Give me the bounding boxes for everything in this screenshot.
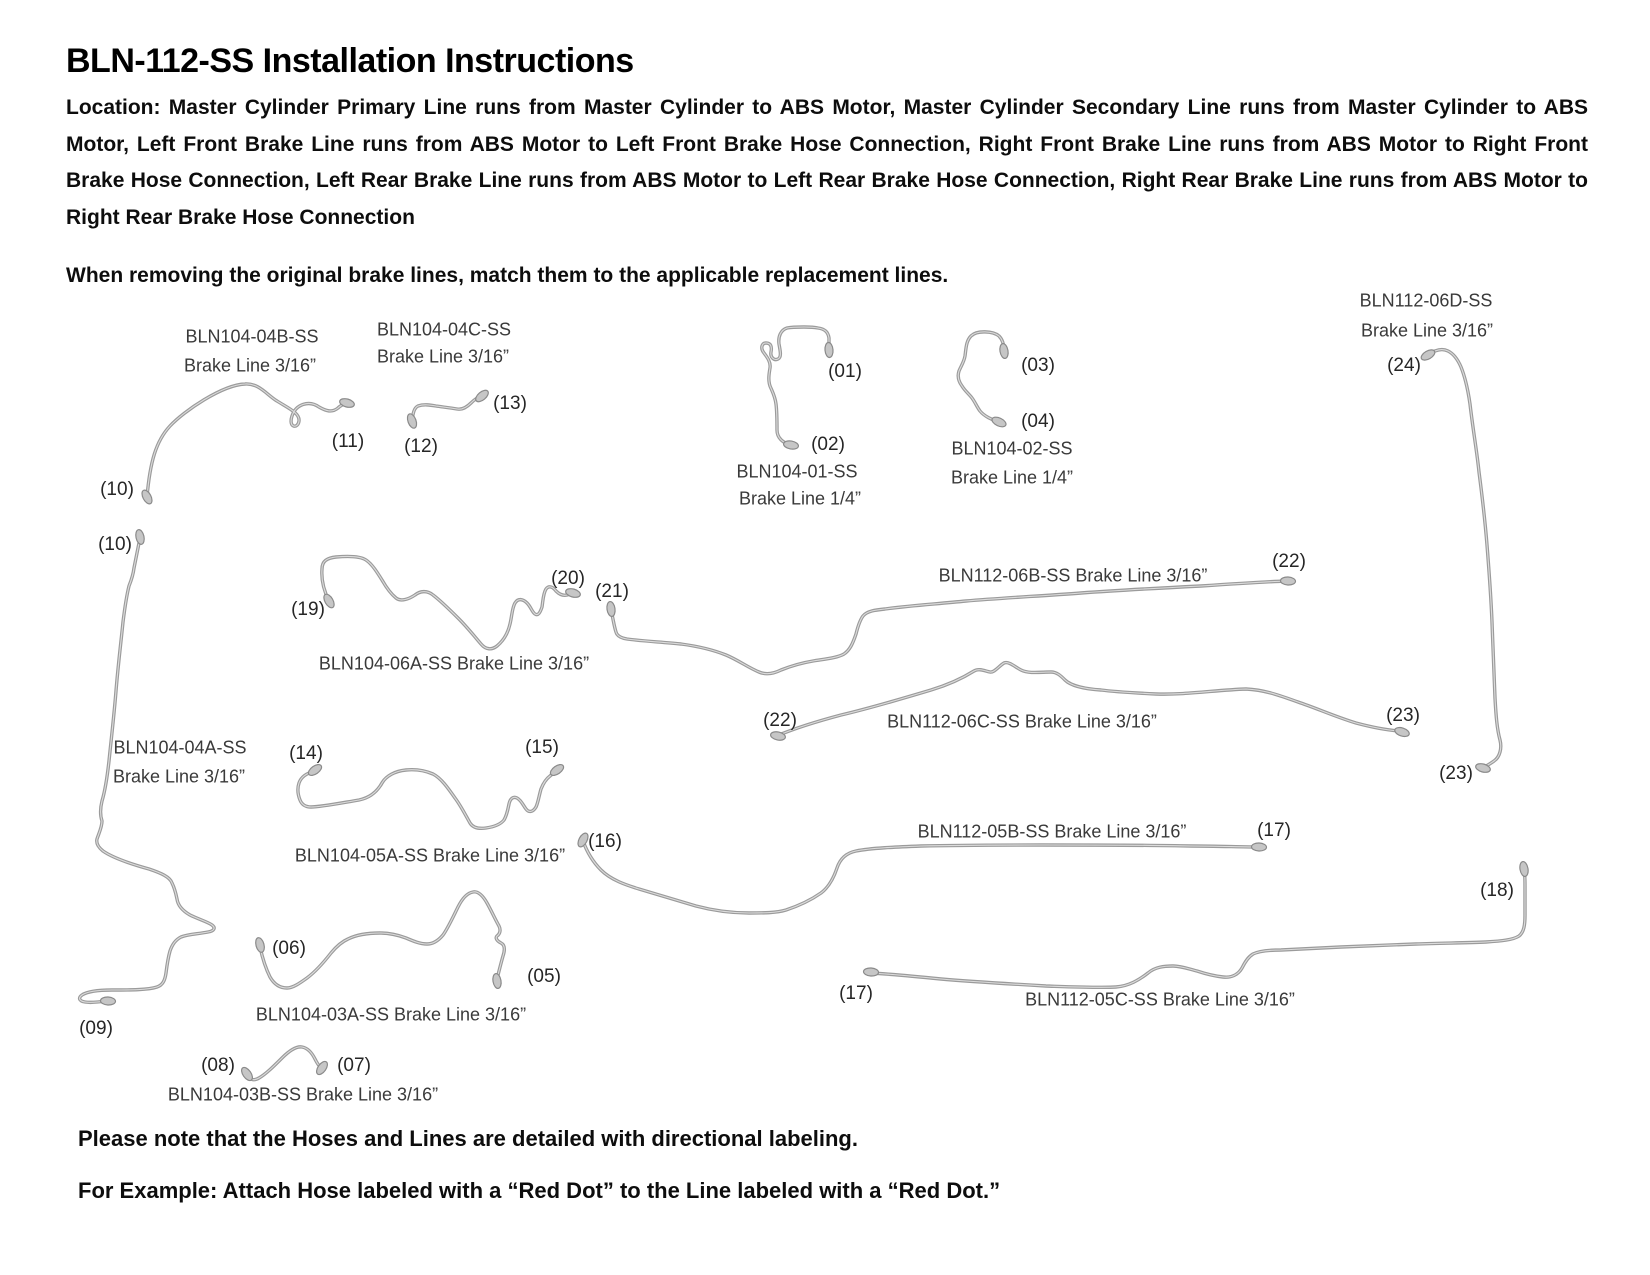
callout-number: (13): [493, 393, 527, 414]
callout-number: (15): [525, 737, 559, 758]
part-label: BLN112-06C-SS Brake Line 3/16”: [887, 711, 1157, 732]
page-title: BLN-112-SS Installation Instructions: [66, 42, 634, 80]
tube-strokes: [80, 327, 1525, 1080]
callout-number: (20): [551, 568, 585, 589]
part-label: BLN104-04B-SS: [185, 326, 319, 347]
callout-number: (18): [1480, 880, 1514, 901]
part-label: BLN104-03B-SS Brake Line 3/16”: [167, 1084, 439, 1105]
callout-number: (04): [1021, 411, 1055, 432]
red-dot-example-note: For Example: Attach Hose labeled with a “Red Dot” to the Line labeled with a “Red Dot.”: [78, 1178, 1001, 1203]
callout-number: (21): [595, 581, 629, 602]
part-label: BLN104-06A-SS Brake Line 3/16”: [318, 653, 590, 674]
callout-number: (22): [1272, 551, 1306, 572]
callout-number: (19): [291, 599, 325, 620]
part-label: BLN104-04C-SS: [376, 319, 512, 340]
callout-number: (02): [811, 434, 845, 455]
callout-number: (05): [527, 966, 561, 987]
callout-number: (08): [201, 1055, 235, 1076]
callout-number: (10): [98, 534, 132, 555]
directional-labeling-note: Please note that the Hoses and Lines are detailed with directional labeling.: [78, 1126, 858, 1151]
callout-number: (16): [588, 831, 622, 852]
part-label: BLN104-03A-SS Brake Line 3/16”: [255, 1004, 527, 1025]
callout-number: (07): [337, 1055, 371, 1076]
callout-number: (11): [331, 431, 365, 452]
part-label: BLN104-02-SS: [951, 438, 1073, 459]
part-label: Brake Line 3/16”: [376, 346, 510, 367]
tube-highlights: [80, 327, 1525, 1080]
removal-instruction: When removing the original brake lines, match them to the applicable replacement lines.: [66, 264, 949, 287]
callout-number: (03): [1021, 355, 1055, 376]
callout-number: (01): [828, 361, 862, 382]
location-paragraph: Location: Master Cylinder Primary Line runs from Master Cylinder to ABS Motor, Master Cylinder Secondary Line runs from Master Cylinder to ABS Motor, Left Front Brake Line runs from ABS Motor to Left Front Brake Hose Connection, Right Front Brake Line runs from ABS Motor to Right Front Brake Hose Connection, Left Rear Brake Line runs from ABS Motor to Left Rear Brake Hose Connection, Right Rear Brake Line runs from ABS Motor to Right Rear Brake Hose Connection: [66, 96, 1588, 229]
part-label: BLN112-05C-SS Brake Line 3/16”: [1025, 989, 1295, 1010]
part-label: Brake Line 1/4”: [738, 488, 862, 509]
part-label: Brake Line 3/16”: [1360, 320, 1494, 341]
part-label: Brake Line 1/4”: [950, 467, 1074, 488]
part-label: BLN104-04A-SS: [113, 737, 247, 758]
part-label: BLN112-05B-SS Brake Line 3/16”: [917, 821, 1187, 842]
callout-number: (09): [79, 1018, 113, 1039]
part-label: BLN104-05A-SS Brake Line 3/16”: [294, 845, 566, 866]
callout-number: (23): [1439, 763, 1473, 784]
callout-number: (10): [100, 479, 134, 500]
callout-number: (23): [1386, 705, 1420, 726]
callout-number: (06): [272, 938, 306, 959]
part-label: Brake Line 3/16”: [183, 355, 317, 376]
callout-number: (17): [839, 983, 873, 1004]
part-label: BLN112-06B-SS Brake Line 3/16”: [938, 565, 1208, 586]
callout-number: (22): [763, 710, 797, 731]
part-label: BLN112-06D-SS: [1359, 290, 1493, 311]
part-label: BLN104-01-SS: [736, 461, 858, 482]
part-label: Brake Line 3/16”: [112, 766, 246, 787]
callout-number: (14): [289, 743, 323, 764]
callout-number: (24): [1387, 355, 1421, 376]
callout-number: (17): [1257, 820, 1291, 841]
callout-number: (12): [404, 436, 438, 457]
